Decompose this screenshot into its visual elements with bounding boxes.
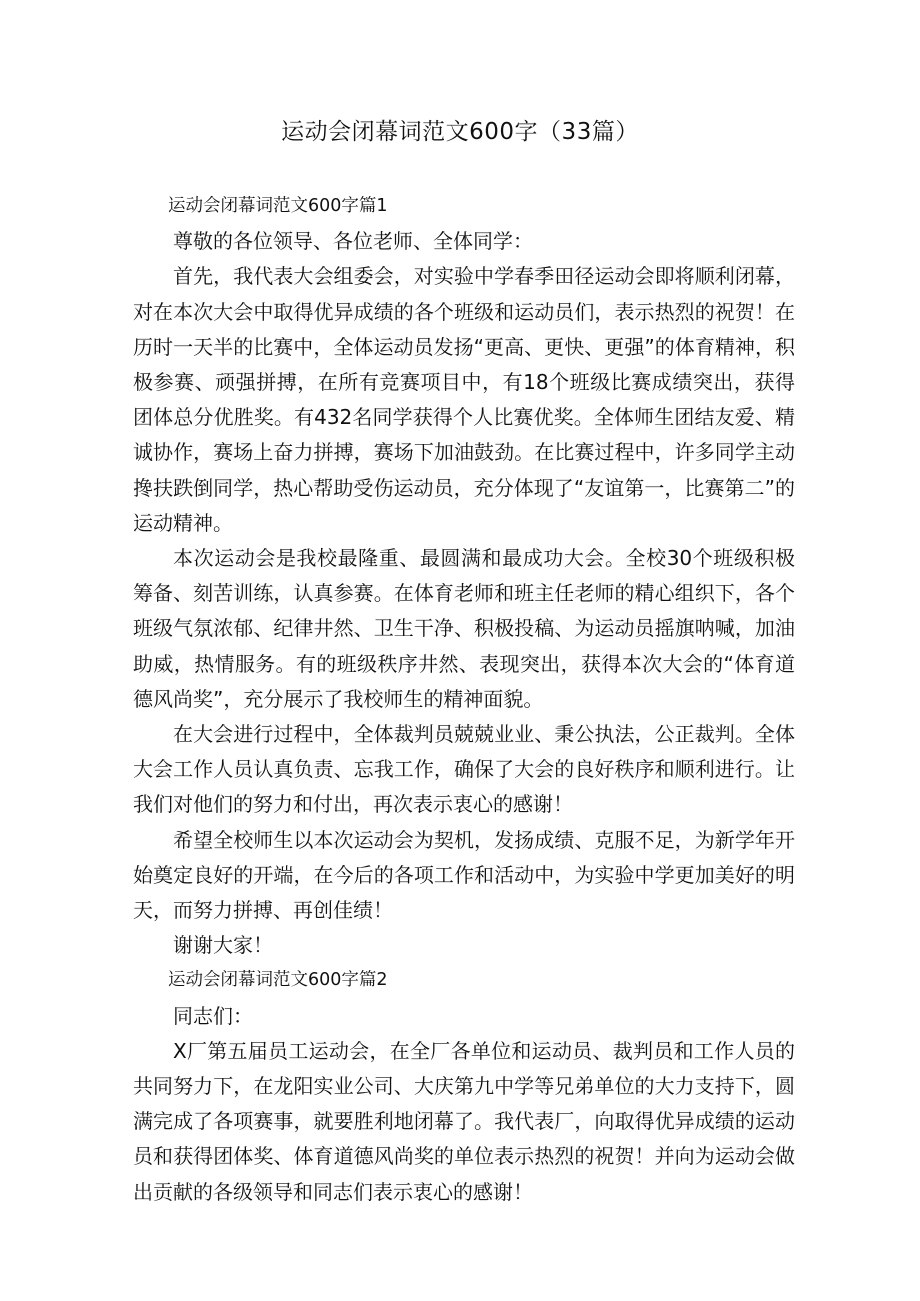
body-paragraph: X厂第五届员工运动会，在全厂各单位和运动员、裁判员和工作人员的共同努力下，在龙阳实业公司、大庆第九中学等兄弟单位的大力支持下，圆满完成了各项赛事，就要胜利地闭幕了。我代表厂，向取得优异成绩的运动员和获得团体奖、体育道德风尚奖的单位表示热烈的祝贺！并向为运动会做出贡献的各级领导和同志们表示衷心的感谢！: [133, 1038, 795, 1204]
body-paragraph: 希望全校师生以本次运动会为契机，发扬成绩、克服不足，为新学年开始奠定良好的开端，在今后的各项工作和活动中，为实验中学更加美好的明天，而努力拼搏、再创佳绩！: [133, 827, 795, 923]
salutation-paragraph: 尊敬的各位领导、各位老师、全体同学：: [173, 229, 533, 254]
salutation-paragraph: 同志们：: [173, 1003, 253, 1028]
section-heading-1: 运动会闭幕词范文600字篇1: [168, 196, 388, 216]
closing-paragraph: 谢谢大家！: [173, 933, 273, 958]
body-paragraph: 首先，我代表大会组委会，对实验中学春季田径运动会即将顺利闭幕，对在本次大会中取得优异成绩的各个班级和运动员们，表示热烈的祝贺！在历时一天半的比赛中，全体运动员发扬“更高、更快、更强”的体育精神，积极参赛、顽强拼搏，在所有竞赛项目中，有18个班级比赛成绩突出，获得团体总分优胜奖。有432名同学获得个人比赛优奖。全体师生团结友爱、精诚协作，赛场上奋力拼搏，赛场下加油鼓劲。在比赛过程中，许多同学主动搀扶跌倒同学，热心帮助受伤运动员，充分体现了“友谊第一，比赛第二”的运动精神。: [133, 264, 795, 535]
body-paragraph: 在大会进行过程中，全体裁判员兢兢业业、秉公执法，公正裁判。全体大会工作人员认真负责、忘我工作，确保了大会的良好秩序和顺利进行。让我们对他们的努力和付出，再次表示衷心的感谢！: [133, 722, 795, 817]
section-heading-2: 运动会闭幕词范文600字篇2: [168, 970, 388, 991]
document-title: 运动会闭幕词范文600字（33篇）: [281, 119, 639, 145]
document-body: [133, 189, 795, 1210]
body-paragraph: 本次运动会是我校最隆重、最圆满和最成功大会。全校30个班级积极筹备、刻苦训练，认真参赛。在体育老师和班主任老师的精心组织下，各个班级气氛浓郁、纪律井然、卫生干净、积极投稿、为运动员摇旗呐喊，加油助威，热情服务。有的班级秩序井然、表现突出，获得本次大会的“体育道德风尚奖”，充分展示了我校师生的精神面貌。: [133, 546, 795, 711]
